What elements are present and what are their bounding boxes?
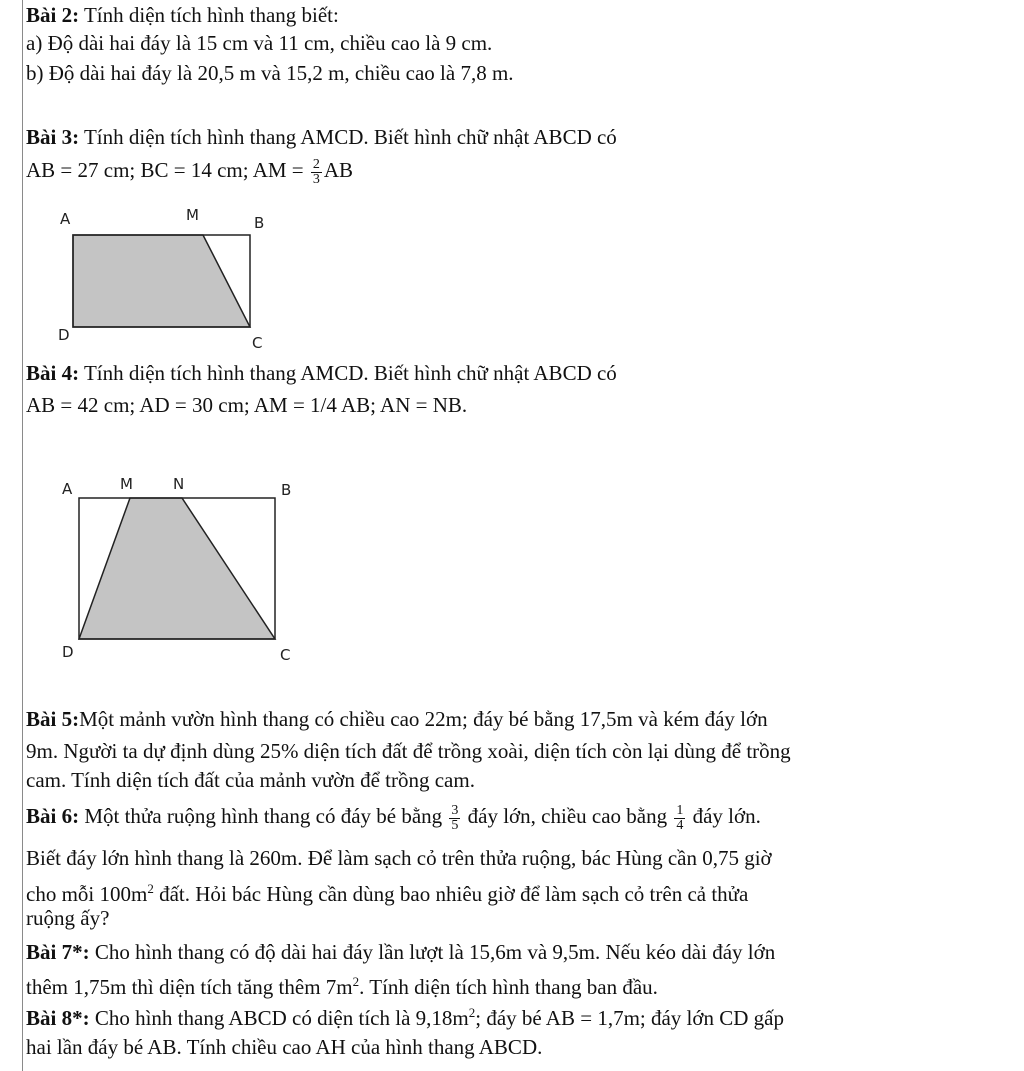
bai6-line-1 <box>26 803 761 833</box>
bai3-given <box>26 157 353 187</box>
bai4-label-n: N <box>173 475 185 493</box>
page-border <box>22 0 23 1071</box>
bai3-label-b: B <box>254 214 265 232</box>
bai6-line-3 <box>26 876 748 907</box>
bai4-text: Tính diện tích hình thang AMCD. Biết hình chữ nhật ABCD có <box>79 361 617 385</box>
bai3-label-c: C <box>252 334 263 352</box>
bai4-title: Bài 4: <box>26 361 80 385</box>
bai3-fraction <box>311 158 322 187</box>
bai7-text-2a: thêm 1,75m thì diện tích tăng thêm 7m <box>26 975 353 999</box>
bai5-line-1 <box>26 706 768 732</box>
bai8-text-1a: Cho hình thang ABCD có diện tích là 9,18m <box>89 1006 469 1030</box>
bai4-label-c: C <box>280 646 291 664</box>
bai6-text-3a: cho mỗi 100m <box>26 882 148 906</box>
bai4-figure <box>76 495 281 645</box>
bai4-heading <box>26 360 617 386</box>
bai6-text-1b: đáy lớn, chiều cao bằng <box>462 804 673 828</box>
bai5-title: Bài 5: <box>26 707 80 731</box>
bai4-label-b: B <box>281 481 292 499</box>
bai6-f1-num: 3 <box>451 802 459 818</box>
bai7-sup: 2 <box>352 974 360 989</box>
bai2-part-a: a) Độ dài hai đáy là 15 cm và 11 cm, chiều cao là 9 cm. <box>26 31 493 55</box>
bai6-sup: 2 <box>147 881 154 896</box>
bai4-label-a: A <box>62 480 73 498</box>
bai6-fraction-2 <box>674 804 685 833</box>
bai3-title: Bài 3: <box>26 125 80 149</box>
bai3-frac-den: 3 <box>312 171 320 187</box>
bai6-f2-den: 4 <box>676 817 684 833</box>
bai2-part-b: b) Độ dài hai đáy là 20,5 m và 15,2 m, chiều cao là 7,8 m. <box>26 61 514 85</box>
bai6-line-4: ruộng ấy? <box>26 906 110 930</box>
bai2-title: Bài 2: <box>26 3 80 27</box>
bai8-sup: 2 <box>468 1005 476 1020</box>
bai3-label-m: M <box>186 206 199 224</box>
bai5-line-2: 9m. Người ta dự định dùng 25% diện tích đất để trồng xoài, diện tích còn lại dùng để trồng <box>26 739 791 763</box>
bai3-given-post: AB <box>323 158 354 182</box>
bai4-label-d: D <box>62 643 74 661</box>
bai5-text-1: Một mảnh vườn hình thang có chiều cao 22m; đáy bé bằng 17,5m và kém đáy lớn <box>79 707 768 731</box>
bai6-text-1a: Một thửa ruộng hình thang có đáy bé bằng <box>79 804 448 828</box>
bai3-label-d: D <box>58 326 70 344</box>
bai6-f2-num: 1 <box>676 802 684 818</box>
bai3-trapezoid-amcd <box>73 235 250 327</box>
bai6-fraction-1 <box>449 804 460 833</box>
bai3-figure <box>70 225 270 335</box>
bai3-label-a: A <box>60 210 71 228</box>
bai4-trapezoid <box>79 498 275 639</box>
bai3-frac-num: 2 <box>312 156 320 172</box>
bai7-text-2b: . Tính diện tích hình thang ban đầu. <box>359 975 658 999</box>
bai7-text-1: Cho hình thang có độ dài hai đáy lần lượt là 15,6m và 9,5m. Nếu kéo dài đáy lớn <box>89 940 776 964</box>
bai6-title: Bài 6: <box>26 804 80 828</box>
bai6-f1-den: 5 <box>451 817 459 833</box>
bai7-line-2 <box>26 969 658 1000</box>
bai8-title: Bài 8*: <box>26 1006 90 1030</box>
bai6-line-2: Biết đáy lớn hình thang là 260m. Để làm sạch cỏ trên thửa ruộng, bác Hùng cần 0,75 giờ <box>26 846 772 870</box>
bai7-line-1 <box>26 939 775 965</box>
bai4-label-m: M <box>120 475 133 493</box>
bai8-line-2: hai lần đáy bé AB. Tính chiều cao AH của hình thang ABCD. <box>26 1035 543 1059</box>
bai8-line-1 <box>26 1000 784 1031</box>
bai7-title: Bài 7*: <box>26 940 90 964</box>
bai2-text: Tính diện tích hình thang biết: <box>79 3 339 27</box>
bai3-heading <box>26 124 617 150</box>
bai3-given-pre: AB = 27 cm; BC = 14 cm; AM = <box>26 158 309 182</box>
bai4-given: AB = 42 cm; AD = 30 cm; AM = 1/4 AB; AN = NB. <box>26 393 468 417</box>
bai2-heading <box>26 2 339 28</box>
bai6-text-3b: đất. Hỏi bác Hùng cần dùng bao nhiêu giờ để làm sạch cỏ trên cả thửa <box>153 882 749 906</box>
bai8-text-1b: ; đáy bé AB = 1,7m; đáy lớn CD gấp <box>475 1006 784 1030</box>
bai6-text-1c: đáy lớn. <box>687 804 761 828</box>
bai5-line-3: cam. Tính diện tích đất của mảnh vườn để trồng cam. <box>26 768 475 792</box>
bai3-text: Tính diện tích hình thang AMCD. Biết hình chữ nhật ABCD có <box>79 125 617 149</box>
